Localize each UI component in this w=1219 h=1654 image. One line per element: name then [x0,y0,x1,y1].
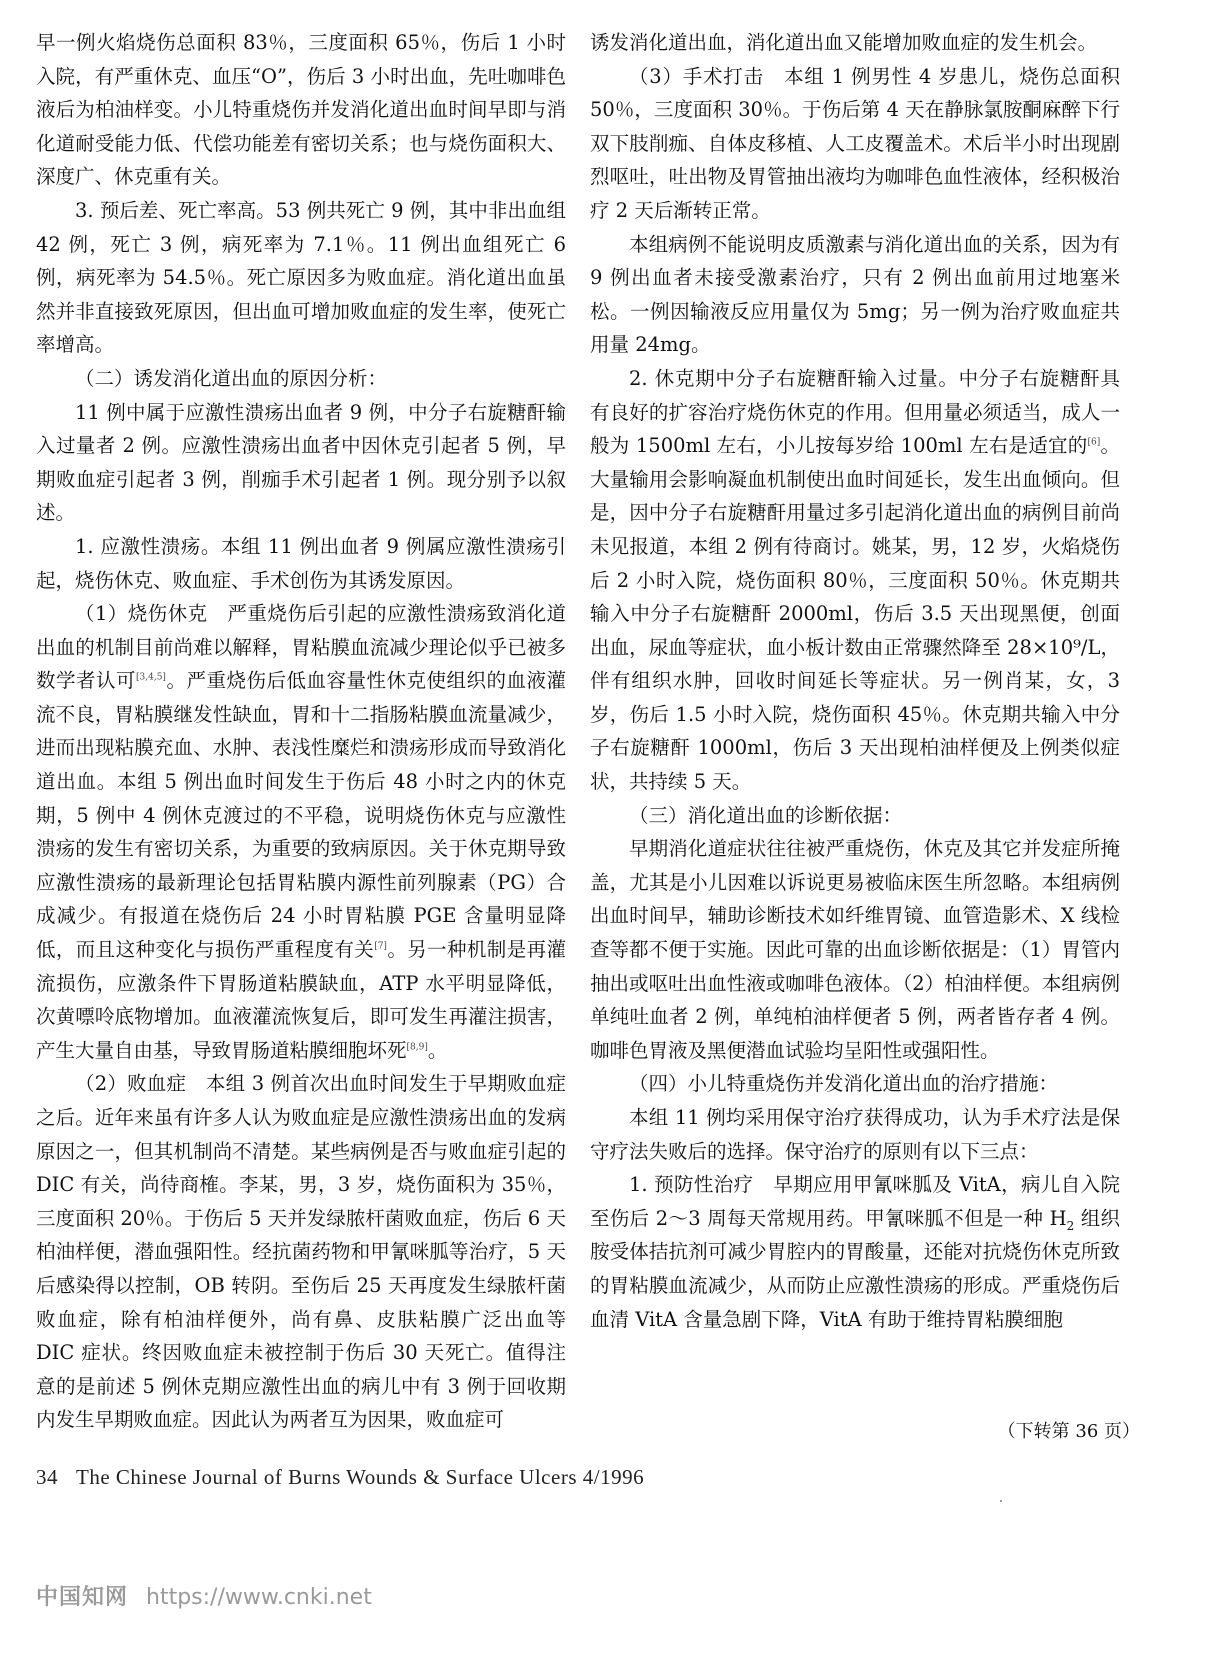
section-heading: （二）诱发消化道出血的原因分析： [75,366,388,390]
text-run: 1. 预防性治疗 早期应用甲氰咪胍及 VitA，病儿自入院至伤后 2～3 周每天常规用药。甲氰咪胍不但是一种 H [590,1173,1120,1230]
paragraph: （3）手术打击 本组 1 例男性 4 岁患儿，烧伤总面积 50％，三度面积 30％。于伤后第 4 天在静脉氯胺酮麻醉下行双下肢削痂、自体皮移植、人工皮覆盖术。术后半小时出现剧烈呕吐，吐出物及胃管抽出液均为咖啡色血性液体，经积极治疗 2 天后渐转正常。 [590,64,1120,222]
watermark-url[interactable]: https://www.cnki.net [146,1585,372,1610]
subscript: 2 [1066,1218,1075,1233]
page-footer [36,1465,936,1490]
watermark [36,1580,372,1611]
cnki-logo: 中国知网 [36,1585,129,1610]
paragraph: 11 例中属于应激性溃疡出血者 9 例，中分子右旋糖酐输入过量者 2 例。应激性溃疡出血者中因休克引起者 5 例，早期败血症引起者 3 例，削痂手术引起者 1 例。现分别予以叙述。 [36,400,566,525]
speck [1000,1500,1002,1502]
paragraph: 本组 11 例均采用保守治疗获得成功，认为手术疗法是保守疗法失败后的选择。保守治疗的原则有以下三点： [590,1106,1120,1163]
text-run: 。严重烧伤后低血容量性休克使组织的血液灌流不良，胃粘膜继发性缺血，胃和十二指肠粘膜血流量减少，进而出现粘膜充血、水肿、表浅性糜烂和溃疡形成而导致消化道出血。本组 5 例出血时间发生于伤后 48 小时之内的休克期，5 例中 4 例休克渡过的不平稳，说明烧伤休克与应激性溃疡的发生有密切关系，为重要的致病原因。关于休克期导致应激性溃疡的最新理论包括胃粘膜内源性前列腺素（PG）合成减少。有报道在烧伤后 24 小时胃粘膜 PGE 含量明显降低，而且这种变化与损伤严重程度有关 [36,669,566,962]
paragraph: 早期消化道症状往往被严重烧伤，休克及其它并发症所掩盖，尤其是小儿因难以诉说更易被临床医生所忽略。本组病例出血时间早，辅助诊断技术如纤维胃镜、血管造影术、X 线检查等都不便于实施。因此可靠的出血诊断依据是：（1）胃管内抽出或呕吐出血性液或咖啡色液体。（2）柏油样便。本组病例单纯吐血者 2 例，单纯柏油样便者 5 例，两者皆存者 4 例。咖啡色胃液及黑便潜血试验均呈阳性或强阳性。 [590,837,1120,1062]
paragraph [590,362,1120,799]
paragraph: （2）败血症 本组 3 例首次出血时间发生于早期败血症之后。近年来虽有许多人认为败血症是应激性溃疡出血的发病原因之一，但其机制尚不清楚。某些病例是否与败血症引起的 DIC 有关，尚待商榷。李某，男，3 岁，烧伤面积为 35％，三度面积 20％。于伤后 5 天并发绿脓杆菌败血症，伤后 6 天柏油样便，潜血强阳性。经抗菌药物和甲氰咪胍等治疗，5 天后感染得以控制，OB 转阴。至伤后 25 天再度发生绿脓杆菌败血症，除有柏油样便外，尚有鼻、皮肤粘膜广泛出血等 DIC 症状。终因败血症未被控制于伤后 30 天死亡。值得注意的是前述 5 例休克期应激性出血的病儿中有 3 例于回收期内发生早期败血症。因此认为两者互为因果，败血症可 [36,1072,566,1432]
text-run: （1）烧伤休克 严重烧伤后引起的应激性溃疡致消化道出血的机制目前尚难以解释，胃粘膜血流减少理论似乎已被多数学者认可 [36,602,566,693]
right-column [590,26,1120,1336]
paragraph: 本组病例不能说明皮质激素与消化道出血的关系，因为有 9 例出血者未接受激素治疗，只有 2 例出血前用过地塞米松。一例因输液反应用量仅为 5mg；另一例为治疗败血症共用量 24mg。 [590,232,1120,357]
journal-title: The Chinese Journal of Burns Wounds & Surface Ulcers 4/1996 [76,1465,645,1489]
text-run: 。 [427,1038,448,1062]
citation-ref: [3,4,5] [136,672,166,683]
paragraph: 早一例火焰烧伤总面积 83％，三度面积 65％，伤后 1 小时入院，有严重休克、血压“O”，伤后 3 小时出血，先吐咖啡色液后为柏油样变。小儿特重烧伤并发消化道出血时间早即与消化道耐受能力低、代偿功能差有密切关系；也与烧伤面积大、深度广、休克重有关。 [36,31,566,189]
paragraph: 诱发消化道出血，消化道出血又能增加败血症的发生机会。 [590,31,1098,54]
section-heading: （四）小儿特重烧伤并发消化道出血的治疗措施： [629,1072,1059,1096]
text-run: 。另一种机制是再灌流损伤，应激条件下胃肠道粘膜缺血，ATP 水平明显降低，次黄嘌呤底物增加。血液灌流恢复后，即可发生再灌注损害，产生大量自由基，导致胃肠道粘膜细胞坏死 [36,938,566,1062]
citation-ref: [7] [374,941,387,952]
continued-note: （下转第 36 页） [997,1421,1140,1442]
text-run: 2. 休克期中分子右旋糖酐输入过量。中分子右旋糖酐具有良好的扩容治疗烧伤休克的作用。但用量必须适当，成人一般为 1500ml 左右，小儿按每岁给 100ml 左右是适宜的 [590,366,1120,458]
paragraph [36,597,566,1067]
left-column [36,26,566,1437]
section-heading: （三）消化道出血的诊断依据： [629,803,903,827]
page-number: 34 [36,1465,58,1489]
citation-ref: [8,9] [406,1042,428,1053]
paragraph: 3. 预后差、死亡率高。53 例共死亡 9 例，其中非出血组 42 例，死亡 3 例，病死率为 7.1％。11 例出血组死亡 6 例，病死率为 54.5％。死亡原因多为败血症。消化道出血虽然并非直接致死原因，但出血可增加败血症的发生率，使死亡率增高。 [36,198,566,357]
text-run: 。大量输用会影响凝血机制使出血时间延长，发生出血倾向。但是，因中分子右旋糖酐用量过多引起消化道出血的病例目前尚未见报道，本组 2 例有待商讨。姚某，男，12 岁，火焰烧伤后 2 小时入院，烧伤面积 80％，三度面积 50％。休克期共输入中分子右旋糖酐 2000ml，伤后 3.5 天出现黑便，创面出血，尿血等症状，血小板计数由正常骤然降至 28×10⁹/L，伴有组织水肿，回收时间延长等症状。另一例肖某，女，3 岁，伤后 1.5 小时入院，烧伤面积 45％。休克期共输入中分子右旋糖酐 1000ml，伤后 3 天出现柏油样便及上例类似症状，共持续 5 天。 [590,434,1120,794]
paragraph [590,1168,1120,1336]
text-run: 组织胺受体拮抗剂可减少胃腔内的胃酸量，还能对抗烧伤休克所致的胃粘膜血流减少，从而防止应激性溃疡的形成。严重烧伤后血清 VitA 含量急剧下降，VitA 有助于维持胃粘膜细胞 [590,1206,1121,1331]
citation-ref: [6] [1087,437,1101,448]
paragraph: 1. 应激性溃疡。本组 11 例出血者 9 例属应激性溃疡引起，烧伤休克、败血症、手术创伤为其诱发原因。 [36,534,566,592]
